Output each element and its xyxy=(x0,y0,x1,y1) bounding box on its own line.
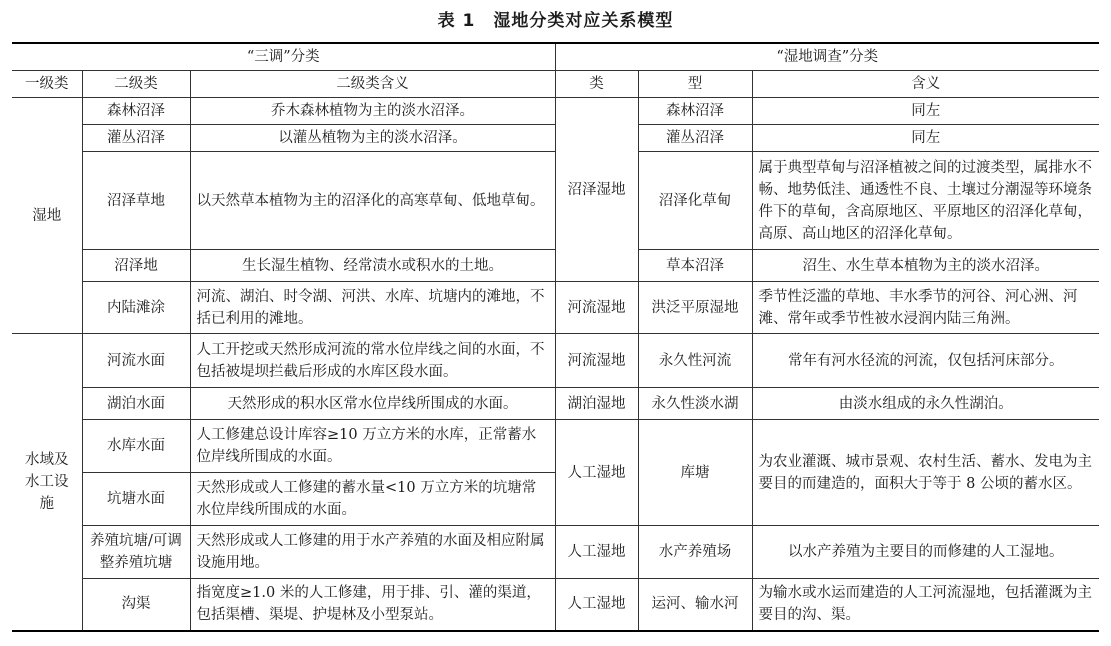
table-row xyxy=(12,98,1099,125)
class-cell: 沼泽湿地 xyxy=(555,98,638,282)
header-row-groups xyxy=(12,43,1099,71)
meaning-cell: 人工开挖或天然形成河流的常水位岸线之间的水面，不包括被堤坝拦截后形成的水库区段水面。 xyxy=(190,334,555,388)
col-header-type: 型 xyxy=(638,71,752,98)
level2-cell: 湖泊水面 xyxy=(82,388,190,420)
level2-cell: 水库水面 xyxy=(82,420,190,473)
table-row xyxy=(12,388,1099,420)
class-cell: 人工湿地 xyxy=(555,526,638,579)
definition-cell: 属于典型草甸与沼泽植被之间的过渡类型，属排水不畅、地势低洼、通透性不良、土壤过分潮湿等环境条件下的草甸，含高原地区、平原地区的沼泽化草甸，高原、高山地区的沼泽化草甸。 xyxy=(752,152,1099,250)
level1-cell-water: 水域及水工设施 xyxy=(12,334,82,631)
level2-cell: 沟渠 xyxy=(82,579,190,631)
group-header-survey: “湿地调查”分类 xyxy=(555,43,1099,71)
type-cell: 水产养殖场 xyxy=(638,526,752,579)
type-cell: 沼泽化草甸 xyxy=(638,152,752,250)
col-header-meaning: 二级类含义 xyxy=(190,71,555,98)
level2-cell: 坑塘水面 xyxy=(82,473,190,526)
table-row xyxy=(12,526,1099,579)
type-cell: 永久性河流 xyxy=(638,334,752,388)
class-cell: 河流湿地 xyxy=(555,334,638,388)
meaning-cell: 天然形成或人工修建的蓄水量<10 万立方米的坑塘常水位岸线所围成的水面。 xyxy=(190,473,555,526)
meaning-cell: 天然形成的积水区常水位岸线所围成的水面。 xyxy=(190,388,555,420)
definition-cell: 为输水或水运而建造的人工河流湿地，包括灌溉为主要目的沟、渠。 xyxy=(752,579,1099,631)
col-header-level1: 一级类 xyxy=(12,71,82,98)
table-row xyxy=(12,334,1099,388)
definition-cell: 同左 xyxy=(752,125,1099,152)
group-header-sandiao: “三调”分类 xyxy=(12,43,555,71)
type-cell: 运河、输水河 xyxy=(638,579,752,631)
meaning-cell: 指宽度≥1.0 米的人工修建，用于排、引、灌的渠道，包括渠槽、渠堤、护堤林及小型泵站。 xyxy=(190,579,555,631)
table-row xyxy=(12,579,1099,631)
class-cell: 湖泊湿地 xyxy=(555,388,638,420)
class-cell: 人工湿地 xyxy=(555,420,638,526)
class-cell: 人工湿地 xyxy=(555,579,638,631)
definition-cell: 为农业灌溉、城市景观、农村生活、蓄水、发电为主要目的而建造的，面积大于等于 8 公顷的蓄水区。 xyxy=(752,420,1099,526)
header-row-columns xyxy=(12,71,1099,98)
type-cell: 库塘 xyxy=(638,420,752,526)
meaning-cell: 生长湿生植物、经常渍水或积水的土地。 xyxy=(190,250,555,282)
level2-cell: 森林沼泽 xyxy=(82,98,190,125)
type-cell: 草本沼泽 xyxy=(638,250,752,282)
meaning-cell: 以灌丛植物为主的淡水沼泽。 xyxy=(190,125,555,152)
definition-cell: 同左 xyxy=(752,98,1099,125)
definition-cell: 以水产养殖为主要目的而修建的人工湿地。 xyxy=(752,526,1099,579)
wetland-classification-table xyxy=(12,42,1099,632)
col-header-class: 类 xyxy=(555,71,638,98)
table-title: 表 1 湿地分类对应关系模型 xyxy=(437,11,674,31)
type-cell: 灌丛沼泽 xyxy=(638,125,752,152)
meaning-cell: 河流、湖泊、时令湖、河洪、水库、坑塘内的滩地，不括已利用的滩地。 xyxy=(190,282,555,334)
class-cell: 河流湿地 xyxy=(555,282,638,334)
level2-cell: 内陆滩涂 xyxy=(82,282,190,334)
level2-cell: 灌丛沼泽 xyxy=(82,125,190,152)
table-row xyxy=(12,420,1099,473)
table-row xyxy=(12,282,1099,334)
meaning-cell: 乔木森林植物为主的淡水沼泽。 xyxy=(190,98,555,125)
level1-cell-wetland: 湿地 xyxy=(12,98,82,334)
level2-cell: 养殖坑塘/可调整养殖坑塘 xyxy=(82,526,190,579)
definition-cell: 季节性泛滥的草地、丰水季节的河谷、河心洲、河滩、常年或季节性被水浸润内陆三角洲。 xyxy=(752,282,1099,334)
meaning-cell: 天然形成或人工修建的用于水产养殖的水面及相应附属设施用地。 xyxy=(190,526,555,579)
meaning-cell: 人工修建总设计库容≥10 万立方米的水库，正常蓄水位岸线所围成的水面。 xyxy=(190,420,555,473)
col-header-level2: 二级类 xyxy=(82,71,190,98)
definition-cell: 由淡水组成的永久性湖泊。 xyxy=(752,388,1099,420)
type-cell: 永久性淡水湖 xyxy=(638,388,752,420)
meaning-cell: 以天然草本植物为主的沼泽化的高寒草甸、低地草甸。 xyxy=(190,152,555,250)
level2-cell: 沼泽地 xyxy=(82,250,190,282)
col-header-definition: 含义 xyxy=(752,71,1099,98)
definition-cell: 沼生、水生草本植物为主的淡水沼泽。 xyxy=(752,250,1099,282)
type-cell: 洪泛平原湿地 xyxy=(638,282,752,334)
type-cell: 森林沼泽 xyxy=(638,98,752,125)
level2-cell: 沼泽草地 xyxy=(82,152,190,250)
level2-cell: 河流水面 xyxy=(82,334,190,388)
definition-cell: 常年有河水径流的河流，仅包括河床部分。 xyxy=(752,334,1099,388)
